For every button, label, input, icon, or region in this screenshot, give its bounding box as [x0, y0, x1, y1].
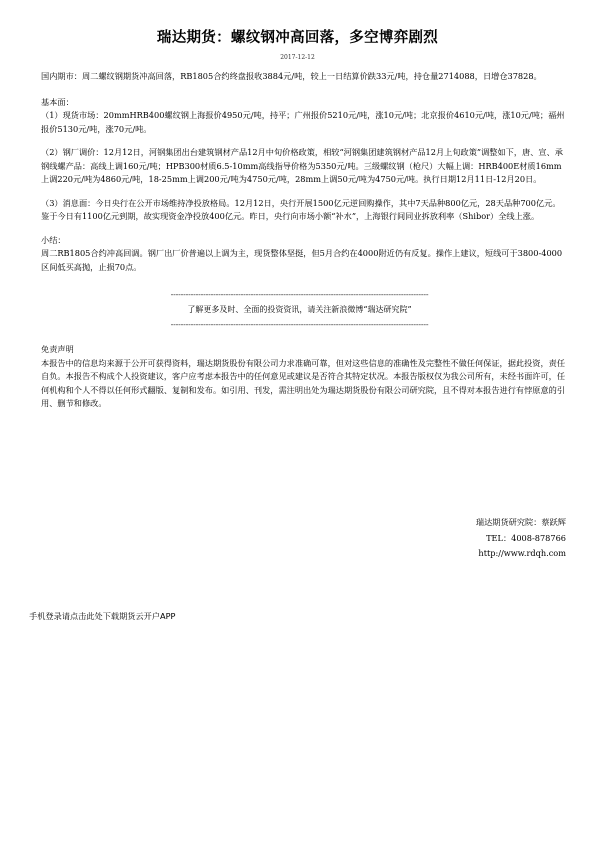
spot-market-paragraph: （1）现货市场：20mmHRB400螺纹钢上海报价4950元/吨，持平；广州报价5210元/吨，涨10元/吨；北京报价4610元/吨，涨10元/吨；福州报价5130元/吨，涨70元/吨。	[41, 110, 565, 134]
domestic-futures-paragraph: 国内期市：周二螺纹钢期货冲高回落，RB1805合约终盘报收3884元/吨，较上一日结算价跌33元/吨，持仓量2714088，日增仓37828。	[41, 71, 542, 81]
promo-block	[135, 288, 465, 331]
promo-text: 了解更多及时、全面的投资资讯，请关注新浪微博“瑞达研究院”	[187, 305, 412, 314]
disclaimer-paragraph: 本报告中的信息均来源于公开可获得资料，瑞达期货股份有限公司力求准确可靠，但对这些信息的准确性及完整性不做任何保证，据此投资，责任自负。本报告不构成个人投资建议，客户应考虑本报告中的任何意见或建议是否符合其特定状况。本报告版权仅为我公司所有，未经书面许可，任何机构和个人不得以任何形式翻版、复制和发布。如引用、刊发，需注明出处为瑞达期货股份有限公司研究院，且不得对本报告进行有悖原意的引用、删节和修改。	[41, 357, 566, 408]
summary-paragraph: 周二RB1805合约冲高回调。钢厂出厂价普遍以上调为主，现货整体坚挺，但5月合约在4000附近仍有反复。操作上建议，短线可于3800-4000区间低买高抛，止损70点。	[41, 248, 563, 272]
telephone: TEL：4008-878766	[486, 532, 566, 543]
website-link[interactable]: http://www.rdqh.com	[478, 548, 566, 558]
fundamentals-heading: 基本面：	[41, 96, 74, 107]
summary-heading: 小结：	[41, 234, 66, 245]
divider-bottom: -------------------------------------------------------------------------------------------------------	[170, 320, 429, 329]
divider-top: -------------------------------------------------------------------------------------------------------	[170, 290, 429, 299]
article-body	[31, 70, 568, 411]
news-paragraph: （3）消息面：今日央行在公开市场维持净投放格局。12月12日，央行开展1500亿元逆回购操作，其中7天品种800亿元，28天品种700亿元。鉴于今日有1100亿元到期，故实现资金净投放400亿元。昨日，央行向市场小额“补水”，上海银行间同业拆放利率（Shibor）全线上涨。	[41, 197, 561, 221]
disclaimer-heading: 免责声明	[41, 344, 74, 354]
app-download-link[interactable]: 手机登录请点击此处下载期货云开户APP	[29, 611, 176, 621]
mill-price-paragraph: （2）钢厂调价：12月12日，河钢集团出台建筑钢材产品12月中旬价格政策，相较“河钢集团建筑钢材产品12月上旬政策”调整如下，唐、宣、承钢线螺产品：高线上调160元/吨；HPB300材质6.5-10mm高线指导价格为5350元/吨。三级螺纹钢（枪尺）大幅上调：HRB400E材质16mm上调220元/吨为4860元/吨，18-25mm上调200元/吨为4750元/吨，28mm上调50元/吨为4750元/吨。执行日期12月11日-12月20日。	[41, 147, 563, 184]
signature-block	[476, 515, 566, 562]
author: 瑞达期货研究院：蔡跃辉	[475, 517, 566, 527]
page-title: 瑞达期货：螺纹钢冲高回落，多空博弈剧烈	[156, 29, 439, 46]
publish-date: 2017-12-12	[280, 54, 315, 61]
